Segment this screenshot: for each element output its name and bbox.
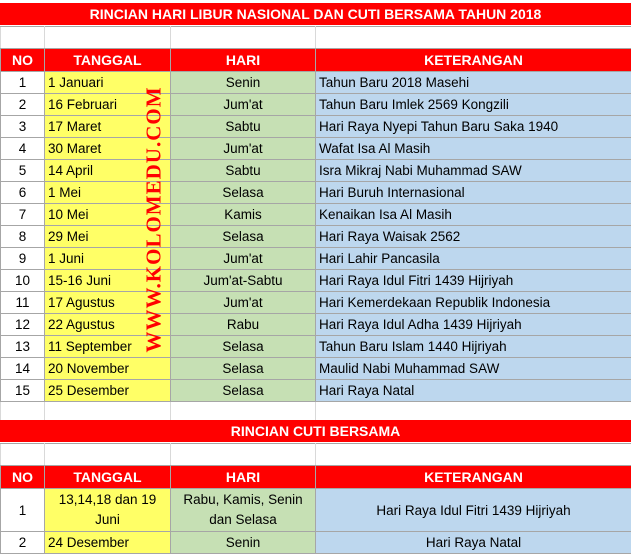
cell-hari: Selasa [171, 358, 316, 380]
table-row [1, 380, 631, 402]
cell-no: 11 [1, 292, 45, 314]
cell-keterangan: Tahun Baru 2018 Masehi [316, 72, 631, 94]
cell-tanggal: 25 Desember [45, 380, 171, 402]
cell-no: 10 [1, 270, 45, 292]
cell-no: 5 [1, 160, 45, 182]
cell-tanggal: 1 Januari [45, 72, 171, 94]
cell-hari: Selasa [171, 182, 316, 204]
spacer-row [1, 444, 631, 466]
cell-keterangan: Tahun Baru Islam 1440 Hijriyah [316, 336, 631, 358]
cell-hari: Senin [171, 532, 316, 554]
table-row [1, 204, 631, 226]
cell-hari: Senin [171, 72, 316, 94]
table-row [1, 489, 631, 532]
cell-keterangan: Wafat Isa Al Masih [316, 138, 631, 160]
cell-no: 4 [1, 138, 45, 160]
cell-keterangan: Hari Raya Idul Fitri 1439 Hijriyah [316, 489, 631, 532]
table-row [1, 72, 631, 94]
cell-no: 1 [1, 72, 45, 94]
cell-no: 8 [1, 226, 45, 248]
cell-keterangan: Kenaikan Isa Al Masih [316, 204, 631, 226]
cell-tanggal: 1 Mei [45, 182, 171, 204]
header-row [1, 49, 631, 72]
header-keterangan: KETERANGAN [316, 49, 631, 72]
table-row [1, 532, 631, 554]
table-row [1, 336, 631, 358]
cell-keterangan: Hari Raya Idul Fitri 1439 Hijriyah [316, 270, 631, 292]
header-keterangan: KETERANGAN [316, 466, 631, 489]
cell-tanggal: 17 Agustus [45, 292, 171, 314]
table-row [1, 182, 631, 204]
table-row [1, 138, 631, 160]
cell-hari: Kamis [171, 204, 316, 226]
header-no: NO [1, 466, 45, 489]
cell-tanggal: 29 Mei [45, 226, 171, 248]
table-row [1, 94, 631, 116]
title-libur: RINCIAN HARI LIBUR NASIONAL DAN CUTI BERSAMA TAHUN 2018 [0, 3, 631, 25]
cell-keterangan: Hari Buruh Internasional [316, 182, 631, 204]
header-hari: HARI [171, 466, 316, 489]
table-row [1, 314, 631, 336]
table-row [1, 248, 631, 270]
cell-tanggal: 11 September [45, 336, 171, 358]
cell-keterangan: Hari Raya Natal [316, 532, 631, 554]
cell-no: 15 [1, 380, 45, 402]
cell-hari: Rabu [171, 314, 316, 336]
cell-hari: Jum'at-Sabtu [171, 270, 316, 292]
cell-no: 2 [1, 532, 45, 554]
header-row [1, 466, 631, 489]
table-libur [0, 26, 631, 424]
cell-keterangan: Hari Raya Natal [316, 380, 631, 402]
table-row [1, 160, 631, 182]
cell-hari: Selasa [171, 336, 316, 358]
header-no: NO [1, 49, 45, 72]
cell-hari: Jum'at [171, 138, 316, 160]
cell-hari: Jum'at [171, 248, 316, 270]
header-tanggal: TANGGAL [45, 49, 171, 72]
table-cuti [0, 443, 631, 554]
table-row [1, 358, 631, 380]
cell-keterangan: Hari Raya Idul Adha 1439 Hijriyah [316, 314, 631, 336]
spacer-row [1, 27, 631, 49]
cell-tanggal: 22 Agustus [45, 314, 171, 336]
table-row [1, 226, 631, 248]
cell-tanggal: 17 Maret [45, 116, 171, 138]
table-row [1, 116, 631, 138]
cell-tanggal: 13,14,18 dan 19 Juni [45, 489, 171, 532]
cell-hari: Jum'at [171, 292, 316, 314]
title-cuti: RINCIAN CUTI BERSAMA [0, 420, 631, 442]
cell-hari: Sabtu [171, 160, 316, 182]
header-tanggal: TANGGAL [45, 466, 171, 489]
cell-hari: Rabu, Kamis, Senin dan Selasa [171, 489, 316, 532]
table-row [1, 270, 631, 292]
cell-no: 14 [1, 358, 45, 380]
cell-tanggal: 14 April [45, 160, 171, 182]
cell-tanggal: 15-16 Juni [45, 270, 171, 292]
cell-hari: Selasa [171, 226, 316, 248]
cell-tanggal: 20 November [45, 358, 171, 380]
cell-no: 9 [1, 248, 45, 270]
cell-tanggal: 30 Maret [45, 138, 171, 160]
cell-keterangan: Isra Mikraj Nabi Muhammad SAW [316, 160, 631, 182]
cell-hari: Jum'at [171, 94, 316, 116]
cell-tanggal: 16 Februari [45, 94, 171, 116]
cell-no: 3 [1, 116, 45, 138]
table-row [1, 292, 631, 314]
cell-keterangan: Tahun Baru Imlek 2569 Kongzili [316, 94, 631, 116]
cell-hari: Selasa [171, 380, 316, 402]
watermark: WWW.KOLOMEDU.COM [141, 85, 166, 353]
cell-tanggal: 24 Desember [45, 532, 171, 554]
cell-keterangan: Hari Kemerdekaan Republik Indonesia [316, 292, 631, 314]
cell-keterangan: Hari Raya Waisak 2562 [316, 226, 631, 248]
cell-keterangan: Maulid Nabi Muhammad SAW [316, 358, 631, 380]
cell-no: 6 [1, 182, 45, 204]
header-hari: HARI [171, 49, 316, 72]
cell-no: 1 [1, 489, 45, 532]
cell-no: 2 [1, 94, 45, 116]
cell-tanggal: 10 Mei [45, 204, 171, 226]
cell-no: 12 [1, 314, 45, 336]
cell-tanggal: 1 Juni [45, 248, 171, 270]
cell-no: 13 [1, 336, 45, 358]
cell-hari: Sabtu [171, 116, 316, 138]
cell-no: 7 [1, 204, 45, 226]
cell-keterangan: Hari Raya Nyepi Tahun Baru Saka 1940 [316, 116, 631, 138]
cell-keterangan: Hari Lahir Pancasila [316, 248, 631, 270]
